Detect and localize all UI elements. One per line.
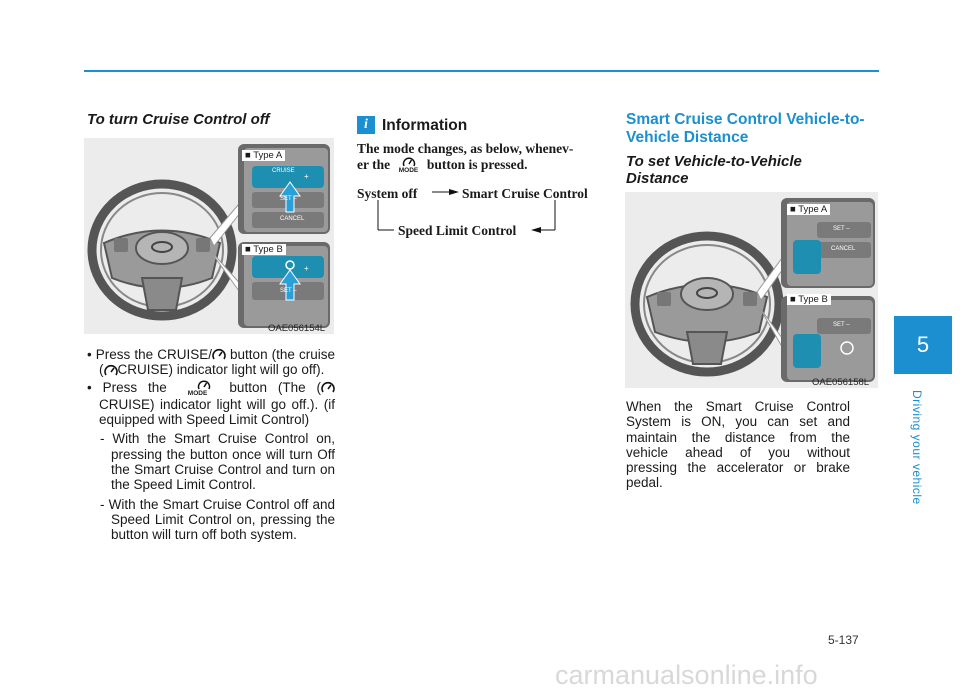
set-button-label-b: SET – [280,288,297,294]
info-line-2-a: er the [357,156,391,172]
turn-off-instructions [87,347,335,543]
info-body [357,141,603,174]
info-icon: i [357,116,375,134]
sub-item-2: - With the Smart Cruise Control off and Speed Limit Control on, pressing the button will turn off both system. [100,496,335,543]
mode-button-icon-info [394,157,424,174]
cruise-gauge-icon [212,348,226,362]
info-title: Information [382,117,468,134]
bullet-2-text-b: button (The ( [229,379,321,395]
type-b-label-right: ■ Type B [787,294,831,305]
chapter-title: Driving your vehicle [910,390,924,505]
watermark: carmanualsonline.info [555,660,818,690]
chapter-number-tab: 5 [894,316,952,374]
bullet-1-cruise-word: CRUISE [117,362,169,378]
info-line-2-b: button is pressed. [426,156,528,172]
plus-label-a: + [304,172,309,181]
set-button-label-right-b: SET – [833,322,850,328]
info-line-2 [357,157,603,174]
mode-label-info: MODE [398,166,419,174]
info-line-1: The mode changes, as below, whenev- [357,141,574,156]
set-button-label-right-a: SET – [833,226,850,232]
mode-flow-arrows [356,180,606,240]
bullet-1-text-c: ) indicator light will go off). [168,362,325,378]
cruise-button-label: CRUISE [272,168,295,174]
flow-state-speed-limit: Speed Limit Control [398,223,517,238]
cancel-button-label-right: CANCEL [831,246,856,252]
cruise-indicator-icon [104,364,118,378]
distance-paragraph: When the Smart Cruise Control System is ON, you can set and maintain the distance from the vehicle ahead of you without pressing the accelerator or brake pedal. [626,399,850,491]
steering-wheel-figure-right [625,192,878,388]
mode-button-icon [189,380,219,397]
bullet-1: • Press the CRUISE/ button (the cruise ( CRUISE) indicator light will go off). [87,347,335,378]
bullet-2-text-a: Press the [102,379,167,395]
type-a-label-right: ■ Type A [787,204,830,215]
set-button-label-a: SET – [280,196,297,202]
figure-code-right: OAE056158L [812,377,870,388]
cruise-indicator-icon-2 [321,381,335,395]
bullet-2: • Press the MODE button (The (CRUISE) indicator light will go off.). (if equipped with Speed Limit Control) [87,379,335,428]
section-heading-distance: Smart Cruise Control Vehicle-to-Vehicle Distance [626,111,865,146]
flow-state-smart-cruise: Smart Cruise Control [462,186,588,201]
bullet-1-text-b: button (the cruise ( [99,347,335,378]
bullet-1-text-a: Press the CRUISE/ [95,347,212,362]
figure-code-left: OAE056154L [268,323,326,334]
section-heading-turn-off: To turn Cruise Control off [87,111,270,128]
header-rule [84,70,879,72]
bullet-2-cruise-word: CRUISE [99,396,151,412]
steering-wheel-illustration-right [625,192,878,388]
steering-wheel-figure-left [84,138,334,334]
page-number: 5-137 [828,633,859,647]
subheading-set-distance: To set Vehicle-to-Vehicle Distance [626,153,802,187]
cancel-button-label-a: CANCEL [280,216,305,222]
mode-label: MODE [187,389,208,397]
steering-wheel-illustration [84,138,334,334]
sub-item-1: - With the Smart Cruise Control on, pressing the button once will turn Off the Smart Cruise Control and turn on the Speed Limit Control. [100,431,335,493]
type-b-label: ■ Type B [242,244,286,255]
flow-state-system-off: System off [357,186,418,201]
bullet-2-text-c: ) indicator light will go off.). (if equipped with Speed Limit Control) [99,396,335,428]
type-a-label: ■ Type A [242,150,285,161]
plus-label-b: + [304,264,309,273]
